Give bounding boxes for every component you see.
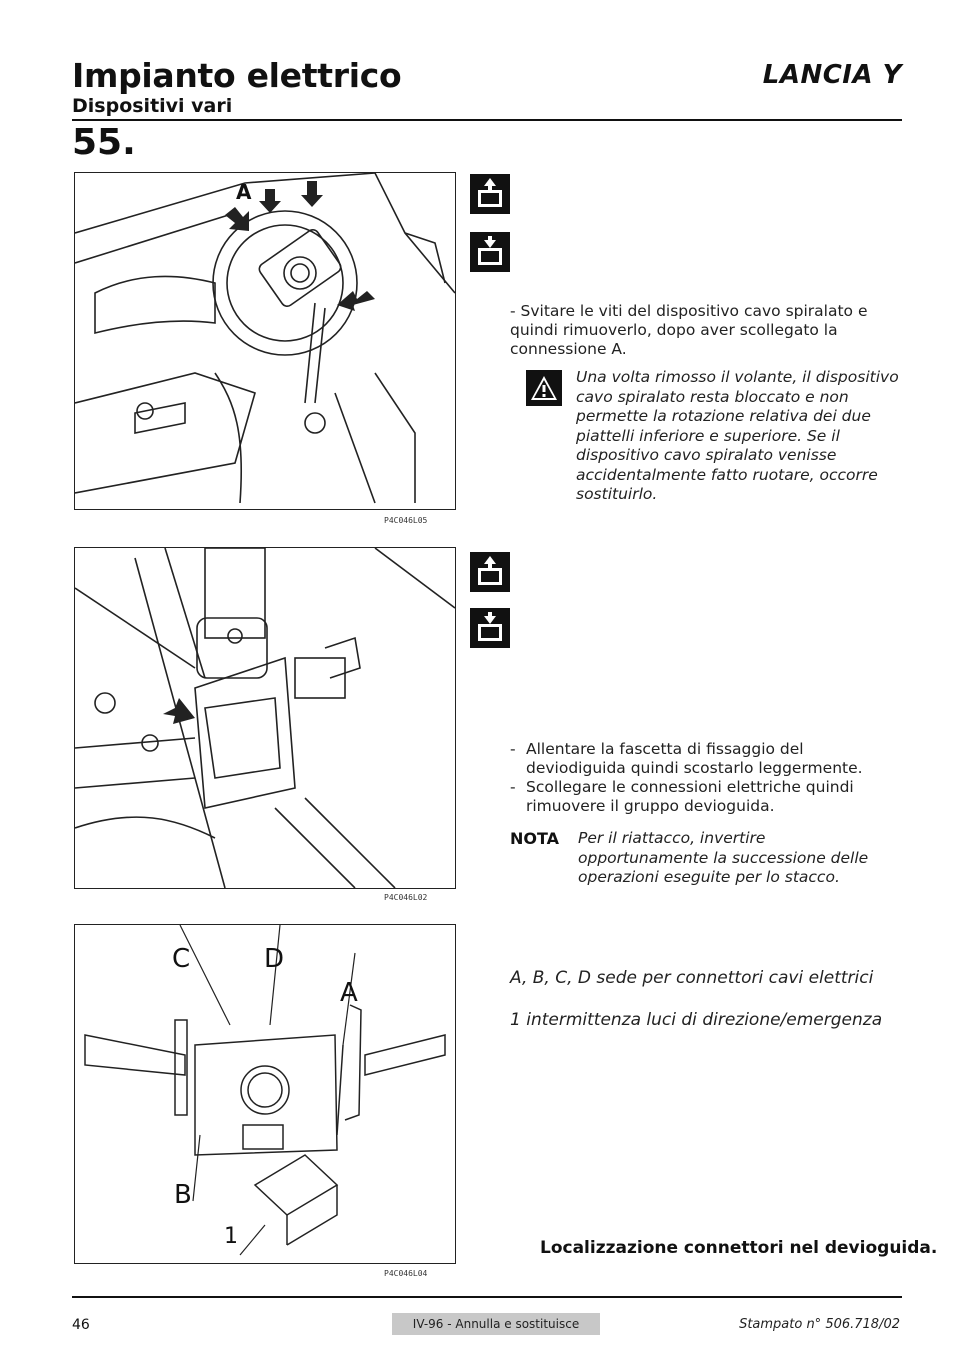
figure-connector-locations (74, 924, 456, 1264)
figure-1-code: P4C046L05 (384, 516, 428, 525)
figure-1-illustration (75, 173, 455, 509)
nota-label: NOTA (510, 829, 560, 848)
footer-rule (72, 1296, 902, 1298)
legend-connectors: A, B, C, D sede per connettori cavi elettrici (510, 968, 874, 988)
step-2-list (510, 740, 906, 816)
legend-hazard-unit: 1 intermittenza luci di direzione/emergenza (510, 1010, 883, 1030)
header-rule (72, 119, 902, 121)
refit-operation-icon-2 (470, 608, 510, 648)
remove-operation-icon-2 (470, 552, 510, 592)
figure-steering-spiral-cable (74, 172, 456, 510)
remove-operation-icon (470, 174, 510, 214)
print-reference: Stampato n° 506.718/02 (739, 1317, 900, 1332)
figure-2-code: P4C046L02 (384, 893, 428, 902)
callout-a: A (340, 978, 358, 1008)
callout-d: D (264, 944, 285, 974)
step-2-item-text: Scollegare le connessioni elettriche quindi rimuovere il gruppo devioguida. (526, 778, 854, 815)
step-2-item-text: Allentare la fascetta di fissaggio del deviodiguida quindi scostarlo leggermente. (526, 740, 863, 777)
figure-1-callout-a: A (236, 180, 252, 204)
brand-name: LANCIA Y (762, 60, 902, 90)
nota-text: Per il riattacco, invertire opportunamente la successione delle operazioni eseguite per lo stacco. (578, 829, 869, 886)
figure-devioguida-removal (74, 547, 456, 889)
callout-1: 1 (224, 1224, 238, 1249)
step-1-instruction: - Svitare le viti del dispositivo cavo spiralato e quindi rimuoverlo, dopo aver scollegato la connessione A. (510, 302, 868, 358)
figure-3-code: P4C046L04 (384, 1269, 428, 1278)
refit-operation-icon (470, 232, 510, 272)
step-2-item: - Scollegare le connessioni elettriche quindi rimuovere il gruppo devioguida. (510, 778, 906, 816)
figure-2-illustration (75, 548, 455, 888)
page-subtitle: Dispositivi vari (72, 95, 233, 117)
callout-c: C (172, 944, 191, 974)
warning-triangle-icon (526, 370, 562, 406)
page-number: 46 (72, 1317, 90, 1333)
section-number: 55. (72, 122, 136, 163)
step-2-item: - Allentare la fascetta di fissaggio del deviodiguida quindi scostarlo leggermente. (510, 740, 906, 778)
page-title: Impianto elettrico (72, 56, 402, 95)
revision-stamp: IV-96 - Annulla e sostituisce (392, 1313, 600, 1335)
warning-note: Una volta rimosso il volante, il dispositivo cavo spiralato resta bloccato e non permette la rotazione relativa dei due piattelli inferiore e superiore. Se il dispositivo cavo spiralato venisse accidentalmente fatto ruotare, occorre sostituirlo. (576, 368, 899, 503)
callout-b: B (174, 1180, 192, 1210)
figure-caption: Localizzazione connettori nel devioguida. (540, 1238, 938, 1258)
figure-3-illustration (75, 925, 455, 1263)
